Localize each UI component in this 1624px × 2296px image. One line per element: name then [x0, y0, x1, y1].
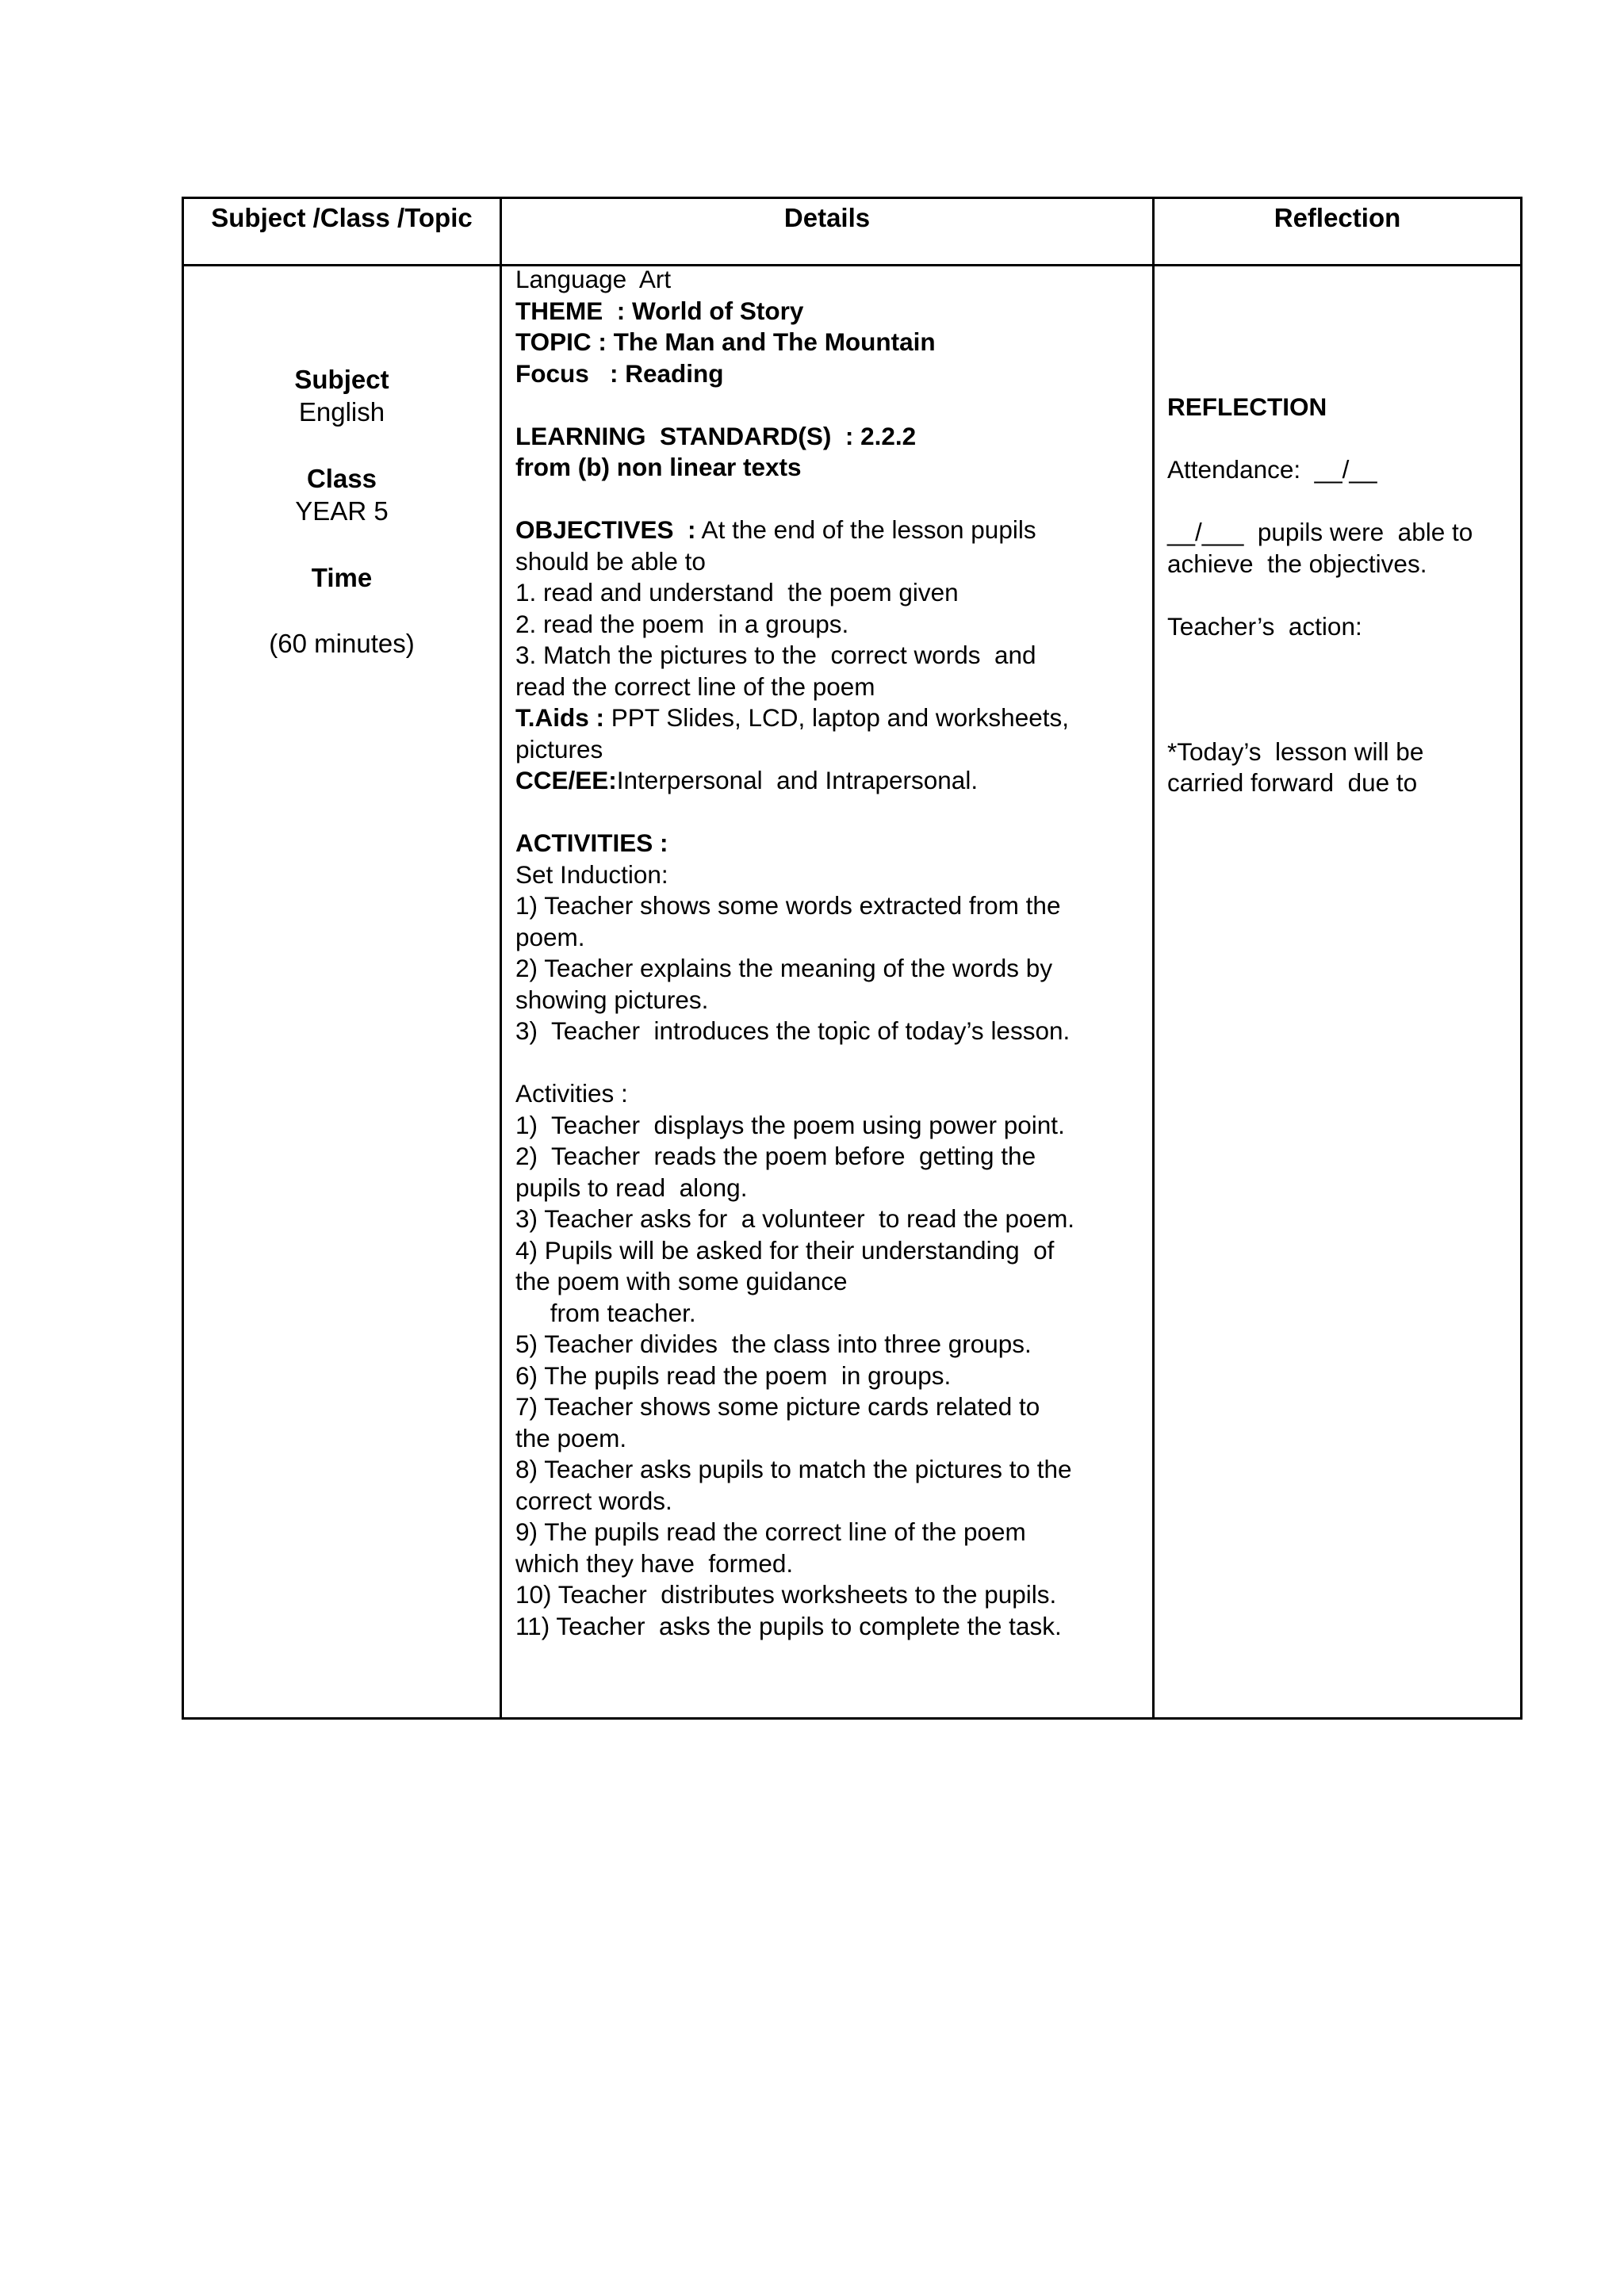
- carried-forward: *Today’s lesson will be: [1167, 737, 1424, 766]
- activity-item: the poem.: [515, 1423, 627, 1452]
- set-induction-item: 3) Teacher introduces the topic of today’s lesson.: [515, 1016, 1071, 1045]
- reflection-column: [1167, 392, 1516, 799]
- objectives-intro: [515, 515, 1158, 546]
- activity-item: 8) Teacher asks pupils to match the pictures to the: [515, 1455, 1072, 1483]
- language-art: Language Art: [515, 265, 672, 293]
- set-induction-label: Set Induction:: [515, 859, 668, 889]
- activities-heading: ACTIVITIES :: [515, 828, 668, 857]
- learning-standard-detail: from (b) non linear texts: [515, 453, 802, 481]
- objective-item: 1. read and understand the poem given: [515, 578, 959, 607]
- teacher-action: Teacher’s action:: [1167, 611, 1362, 641]
- set-induction-item: poem.: [515, 922, 585, 951]
- activity-item: the poem with some guidance: [515, 1267, 848, 1295]
- teaching-aids-label: T.Aids :: [515, 703, 605, 732]
- activity-item: 3) Teacher asks for a volunteer to read the poem.: [515, 1204, 1075, 1233]
- objectives-label: OBJECTIVES :: [515, 515, 696, 544]
- activity-item: 2) Teacher reads the poem before getting the: [515, 1142, 1036, 1170]
- class-label: Class: [306, 464, 377, 493]
- subject-value: English: [298, 397, 385, 427]
- objectives-achieved-cont: achieve the objectives.: [1167, 549, 1427, 578]
- objectives-intro-text: At the end of the lesson pupils: [695, 515, 1036, 544]
- subject-column: [184, 363, 500, 660]
- set-induction-item: 1) Teacher shows some words extracted from the: [515, 891, 1061, 920]
- activity-item: which they have formed.: [515, 1548, 794, 1578]
- focus: Focus : Reading: [515, 358, 724, 388]
- activity-item: 5) Teacher divides the class into three groups.: [515, 1330, 1032, 1358]
- theme: THEME : World of Story: [515, 296, 804, 325]
- activity-item: 1) Teacher displays the poem using power point.: [515, 1110, 1065, 1139]
- header-subject-class-topic: Subject /Class /Topic: [211, 203, 473, 232]
- activity-item: correct words.: [515, 1486, 672, 1515]
- class-value: YEAR 5: [295, 496, 389, 526]
- activity-item: 6) The pupils read the poem in groups.: [515, 1360, 952, 1390]
- column-divider: [500, 199, 502, 1717]
- objective-item: 2. read the poem in a groups.: [515, 609, 849, 638]
- teaching-aids-value: PPT Slides, LCD, laptop and worksheets,: [604, 703, 1069, 732]
- attendance: Attendance: __/__: [1167, 455, 1377, 484]
- time-value: (60 minutes): [269, 629, 415, 658]
- objective-item: read the correct line of the poem: [515, 672, 875, 701]
- learning-standard: LEARNING STANDARD(S) : 2.2.2: [515, 421, 917, 450]
- teaching-aids: [515, 702, 1158, 734]
- cce-label: CCE/EE:: [515, 766, 617, 794]
- header-reflection: Reflection: [1274, 203, 1401, 232]
- set-induction-item: 2) Teacher explains the meaning of the words by: [515, 954, 1053, 982]
- activities-label: Activities :: [515, 1079, 628, 1108]
- set-induction-item: showing pictures.: [515, 985, 709, 1014]
- reflection-heading: REFLECTION: [1167, 392, 1327, 421]
- activity-item: 9) The pupils read the correct line of the poem: [515, 1517, 1026, 1546]
- topic: TOPIC : The Man and The Mountain: [515, 327, 936, 356]
- objective-item: 3. Match the pictures to the correct words and: [515, 641, 1036, 669]
- activity-item: from teacher.: [515, 1298, 696, 1327]
- teaching-aids-cont: pictures: [515, 734, 603, 763]
- header-details: Details: [783, 203, 871, 232]
- time-label: Time: [311, 563, 373, 592]
- activity-item: 7) Teacher shows some picture cards related to: [515, 1392, 1040, 1421]
- carried-forward-cont: carried forward due to: [1167, 768, 1418, 797]
- objectives-achieved: __/___ pupils were able to: [1167, 518, 1473, 546]
- cce-ee: [515, 765, 1158, 797]
- objectives-intro-cont: should be able to: [515, 546, 706, 576]
- activity-item: pupils to read along.: [515, 1173, 748, 1202]
- subject-label: Subject: [294, 365, 389, 394]
- details-column: [515, 264, 1158, 1642]
- activity-item: 11) Teacher asks the pupils to complete the task.: [515, 1611, 1062, 1640]
- activity-item: 4) Pupils will be asked for their understanding of: [515, 1235, 1055, 1265]
- lesson-plan-table: [182, 197, 1522, 1720]
- cce-value: Interpersonal and Intrapersonal.: [616, 766, 979, 794]
- activity-item: 10) Teacher distributes worksheets to the pupils.: [515, 1580, 1057, 1609]
